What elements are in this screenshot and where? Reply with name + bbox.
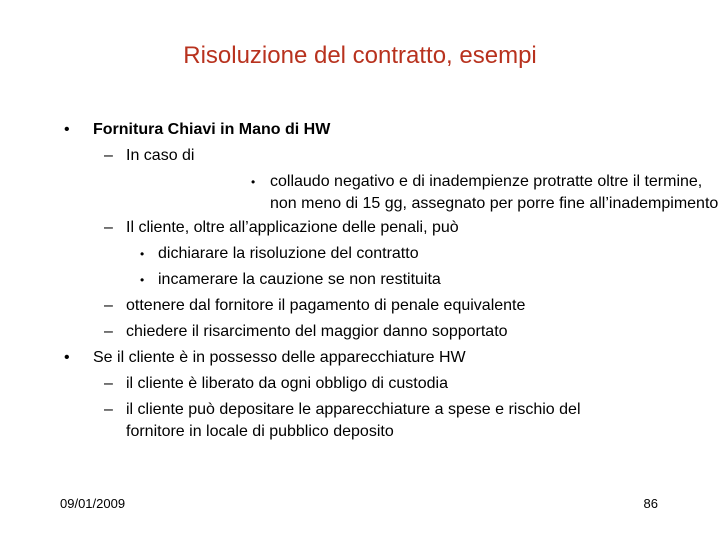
dash-marker: – [104, 297, 113, 314]
dash-text: il cliente è liberato da ogni obbligo di custodia [126, 375, 448, 392]
sub-bullet-marker: • [140, 273, 145, 287]
dash-text: il cliente può depositare le apparecchiature a spese e rischio del [126, 401, 581, 418]
bullet-text: Se il cliente è in possesso delle apparecchiature HW [93, 349, 466, 366]
slide-title: Risoluzione del contratto, esempi [183, 42, 537, 69]
dash-text: Il cliente, oltre all’applicazione delle penali, può [126, 219, 459, 236]
sub-bullet-marker: • [140, 247, 145, 261]
sub-bullet-text-cont: non meno di 15 gg, assegnato per porre fine all’inadempimento [270, 195, 719, 212]
dash-text: In caso di [126, 147, 195, 164]
dash-text-cont: fornitore in locale di pubblico deposito [126, 423, 394, 440]
page-number: 86 [643, 496, 658, 511]
dash-text: ottenere dal fornitore il pagamento di penale equivalente [126, 297, 526, 314]
dash-marker: – [104, 375, 113, 392]
footer-date: 09/01/2009 [60, 496, 126, 511]
dash-marker: – [104, 401, 113, 418]
bullet-marker: • [64, 121, 70, 138]
dash-marker: – [104, 147, 113, 164]
bullet-marker: • [64, 349, 70, 366]
sub-bullet-marker: • [251, 175, 256, 189]
sub-bullet-text: incamerare la cauzione se non restituita [158, 271, 441, 288]
sub-bullet-text: collaudo negativo e di inadempienze protratte oltre il termine, [270, 173, 703, 190]
dash-text: chiedere il risarcimento del maggior danno sopportato [126, 323, 508, 340]
bullet-text: Fornitura Chiavi in Mano di HW [93, 121, 331, 138]
dash-marker: – [104, 323, 113, 340]
dash-marker: – [104, 219, 113, 236]
sub-bullet-text: dichiarare la risoluzione del contratto [158, 245, 419, 262]
